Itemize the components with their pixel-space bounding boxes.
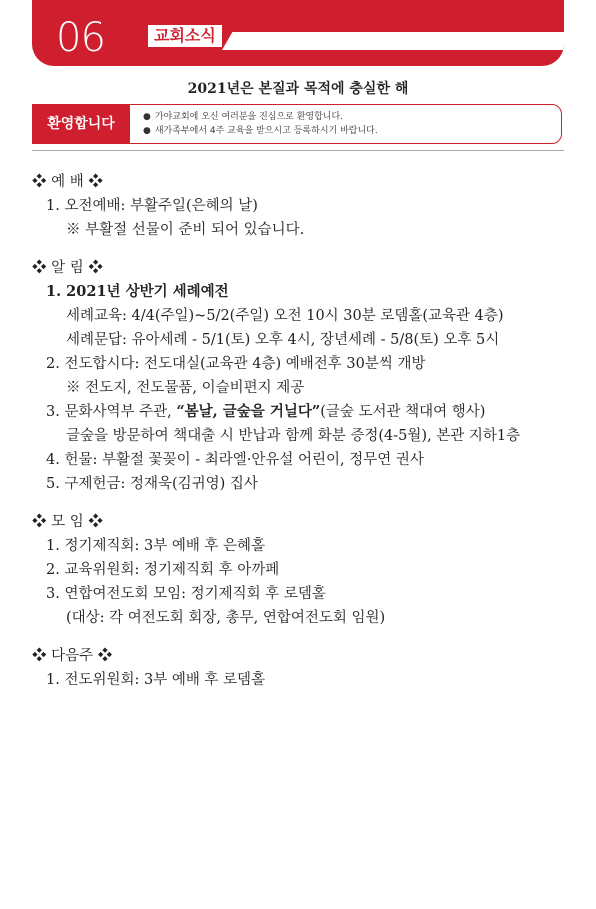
meeting-title: ❖ 모 임 ❖: [32, 514, 103, 530]
news-content: [32, 170, 572, 692]
notice-title: ❖ 알 림 ❖: [32, 260, 103, 276]
welcome-line: ● 가야교회에 오신 여러분을 진심으로 환영합니다.: [143, 112, 344, 122]
list-subitem: 글숲을 방문하여 책대출 시 반납과 함께 화분 증정(4-5월), 본관 지하1층: [66, 428, 521, 444]
list-item: 3. 연합여전도회 모임: 정기제직회 후 로뎀홀: [46, 586, 326, 602]
list-subitem: 세례교육: 4/4(주일)~5/2(주일) 오전 10시 30분 로뎀홀(교육관 4층): [66, 308, 504, 324]
welcome-label: 환영합니다: [32, 104, 130, 144]
list-item: 2. 전도합시다: 전도대실(교육관 4층) 예배전후 30분씩 개방: [46, 356, 426, 372]
list-item: 4. 헌물: 부활절 꽃꽂이 - 최라엘·안유설 어린이, 정무연 권사: [46, 452, 424, 468]
list-item: 1. 정기제직회: 3부 예배 후 은혜홀: [46, 538, 266, 554]
section-title: 교회소식: [148, 25, 222, 47]
worship-title: ❖ 예 배 ❖: [32, 174, 103, 190]
list-subitem: ※ 전도지, 전도물품, 이슬비편지 제공: [66, 380, 305, 396]
divider: [32, 150, 564, 151]
list-subitem: ※ 부활절 선물이 준비 되어 있습니다.: [66, 222, 305, 238]
event-name: “봄날, 글숲을 거닐다”: [176, 403, 321, 420]
list-item: 3. 문화사역부 주관, “봄날, 글숲을 거닐다”(글숲 도서관 책대여 행사): [46, 403, 486, 420]
yearly-theme: 2021년은 본질과 목적에 충실한 해: [187, 81, 409, 97]
list-subitem: (대상: 각 여전도회 회장, 총무, 연합여전도회 임원): [66, 610, 386, 626]
welcome-line: ● 새가족부에서 4주 교육을 받으시고 등록하시기 바랍니다.: [143, 126, 378, 136]
list-item: 1. 오전예배: 부활주일(은혜의 날): [46, 198, 258, 214]
bullet-icon: ●: [143, 126, 151, 136]
section-number: 06: [56, 15, 105, 61]
header-stripe: [222, 32, 564, 50]
list-item: 1. 2021년 상반기 세례예전: [46, 283, 229, 300]
list-item: 5. 구제헌금: 정재욱(김귀영) 집사: [46, 476, 258, 492]
list-item: 2. 교육위원회: 정기제직회 후 아까페: [46, 562, 280, 578]
welcome-box: [32, 104, 562, 144]
section-header: [32, 0, 564, 66]
bullet-icon: ●: [143, 112, 151, 122]
welcome-list: [143, 110, 378, 138]
next-week-title: ❖ 다음주 ❖: [32, 648, 113, 664]
list-subitem: 세례문답: 유아세례 - 5/1(토) 오후 4시, 장년세례 - 5/8(토) 오후 5시: [66, 332, 500, 348]
list-item: 1. 전도위원회: 3부 예배 후 로뎀홀: [46, 672, 266, 688]
